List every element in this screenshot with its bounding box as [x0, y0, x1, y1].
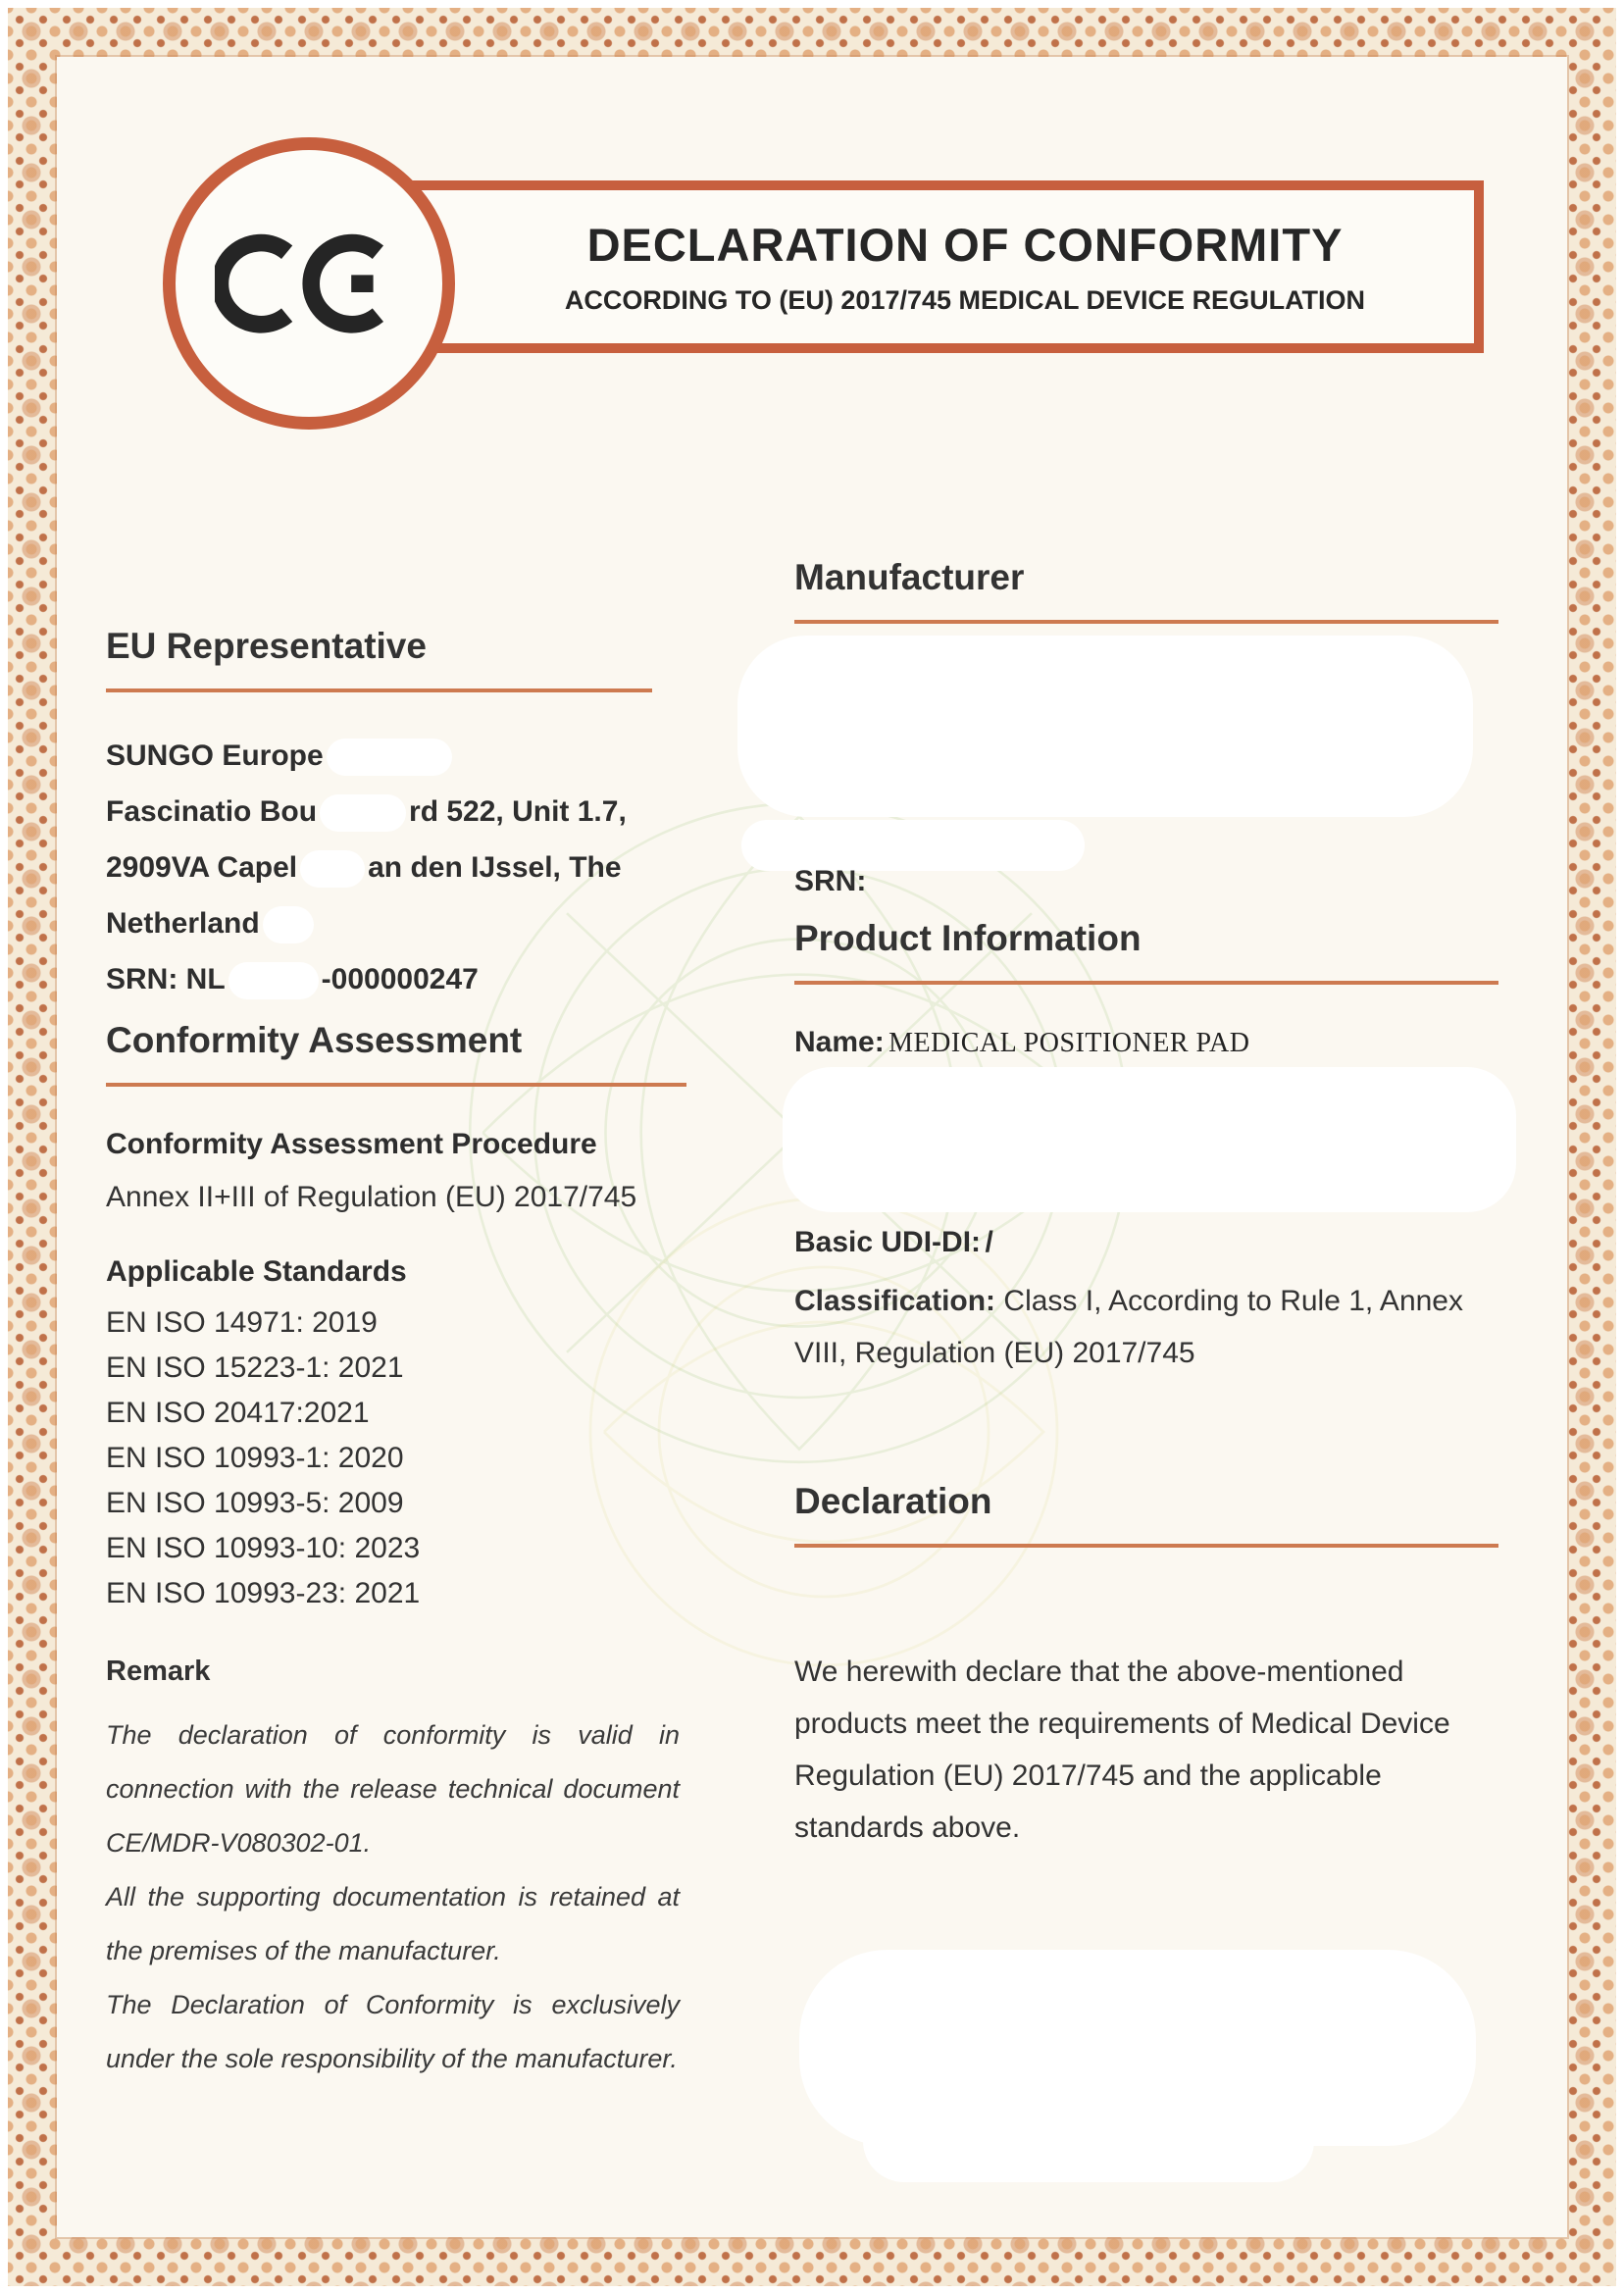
product-name-label: Name:: [794, 1026, 885, 1058]
eu-representative-address: [106, 728, 627, 1007]
redaction-mark: [300, 850, 365, 888]
ce-mark-badge: [163, 137, 455, 430]
address-text: 2909VA Capel: [106, 851, 298, 884]
applicable-standards-label: Applicable Standards: [106, 1255, 407, 1288]
address-line-3: [106, 840, 627, 895]
remark-paragraph-3: The Declaration of Conformity is exclusively under the sole responsibility of the manufacturer.: [106, 1990, 680, 2073]
standard-item: EN ISO 14971: 2019: [106, 1306, 378, 1339]
standards-list: [106, 1300, 420, 1616]
address-text: rd 522, Unit 1.7,: [409, 795, 627, 828]
ce-mark-icon: [215, 233, 403, 333]
product-information-heading: Product Information: [794, 918, 1498, 985]
standard-item: EN ISO 10993-10: 2023: [106, 1532, 421, 1564]
standard-item: EN ISO 10993-5: 2009: [106, 1487, 404, 1519]
classification-label: Classification:: [794, 1285, 996, 1317]
address-line-1: [106, 728, 627, 784]
procedure-label: Conformity Assessment Procedure: [106, 1128, 597, 1160]
page-title: DECLARATION OF CONFORMITY: [586, 219, 1344, 271]
manufacturer-heading: Manufacturer: [794, 557, 1498, 624]
product-name-row: [794, 1026, 1249, 1059]
redaction-mark: [228, 962, 319, 999]
declaration-body: We herewith declare that the above-mentioned products meet the requirements of Medical Device Regulation (EU) 2017/745 and the applicable standards above.: [794, 1656, 1450, 1844]
remark-paragraph-1: The declaration of conformity is valid in connection with the release technical document CE/MDR-V080302-01.: [106, 1720, 680, 1858]
page-subtitle: ACCORDING TO (EU) 2017/745 MEDICAL DEVICE REGULATION: [564, 285, 1366, 315]
address-text: Fascinatio Bou: [106, 795, 318, 828]
address-text: -000000247: [321, 963, 479, 995]
redaction-mark: [737, 636, 1473, 817]
redaction-mark: [741, 820, 1085, 871]
conformity-assessment-heading: Conformity Assessment: [106, 1020, 686, 1087]
remark-body: [106, 1708, 680, 2086]
address-line-2: [106, 784, 627, 840]
title-banner: [387, 180, 1484, 353]
address-text: an den IJssel, The: [368, 851, 622, 884]
standard-item: EN ISO 20417:2021: [106, 1397, 370, 1429]
basic-udi-label: Basic UDI-DI:: [794, 1226, 982, 1258]
basic-udi-row: [794, 1226, 993, 1259]
redaction-mark: [863, 2099, 1314, 2182]
redaction-mark: [263, 906, 314, 943]
remark-heading: Remark: [106, 1656, 211, 1687]
declaration-heading: Declaration: [794, 1481, 1498, 1548]
procedure-value: Annex II+III of Regulation (EU) 2017/745: [106, 1181, 637, 1213]
address-line-4: [106, 895, 627, 951]
address-text: Netherland: [106, 907, 260, 940]
eu-representative-heading: EU Representative: [106, 626, 652, 692]
basic-udi-value: /: [985, 1226, 993, 1258]
classification-value: Class I, According to Rule 1, Annex VIII, Regulation (EU) 2017/745: [794, 1285, 1463, 1369]
address-text: SRN: NL: [106, 963, 226, 995]
address-line-5: [106, 951, 627, 1007]
product-name-value: MEDICAL POSITIONER PAD: [888, 1028, 1250, 1058]
redaction-mark: [783, 1067, 1516, 1212]
standard-item: EN ISO 10993-23: 2021: [106, 1577, 421, 1609]
classification-row: [794, 1275, 1504, 1379]
redaction-mark: [320, 794, 406, 832]
standard-item: EN ISO 15223-1: 2021: [106, 1351, 404, 1384]
redaction-mark: [327, 739, 452, 776]
standard-item: EN ISO 10993-1: 2020: [106, 1442, 404, 1474]
manufacturer-srn-label: SRN:: [794, 865, 867, 897]
remark-paragraph-2: All the supporting documentation is retained at the premises of the manufacturer.: [106, 1882, 680, 1965]
address-text: SUNGO Europe: [106, 739, 324, 772]
